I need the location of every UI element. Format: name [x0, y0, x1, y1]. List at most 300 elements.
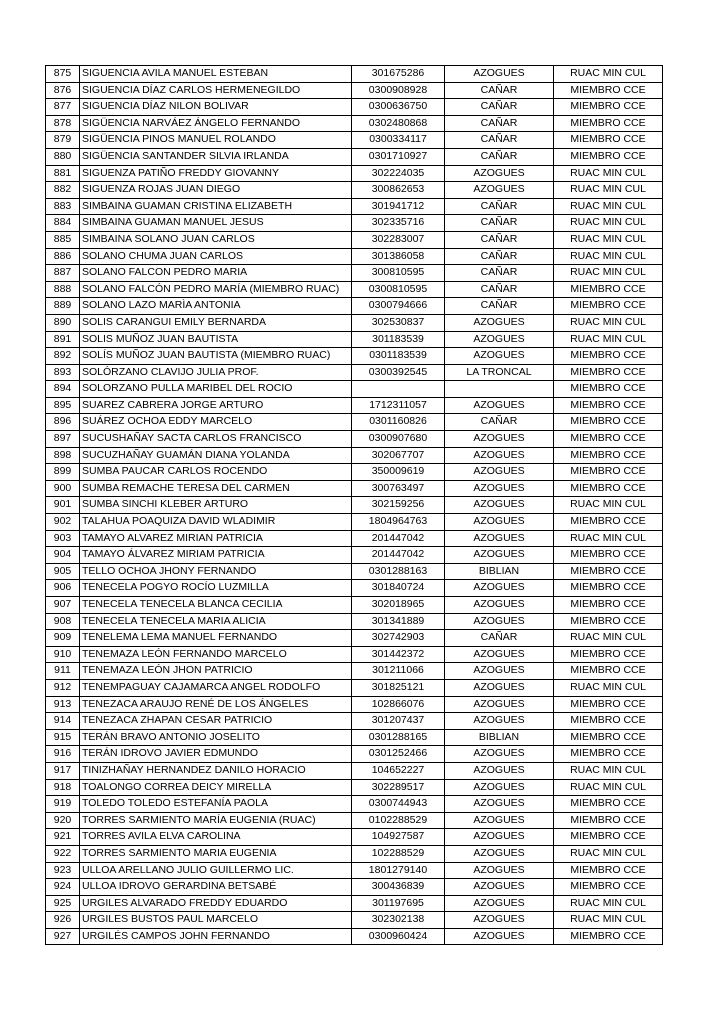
membership-type-cell: RUAC MIN CUL [554, 198, 663, 215]
member-name-cell: TENEMAZA LEÓN JHON PATRICIO [80, 663, 352, 680]
city-cell: AZOGUES [445, 580, 554, 597]
city-cell: AZOGUES [445, 845, 554, 862]
member-name-cell: ULLOA ARELLANO JULIO GUILLERMO LIC. [80, 862, 352, 879]
city-cell: AZOGUES [445, 547, 554, 564]
city-cell: AZOGUES [445, 514, 554, 531]
city-cell: CAÑAR [445, 115, 554, 132]
id-number-cell: 0301252466 [352, 746, 445, 763]
membership-type-cell: MIEMBRO CCE [554, 862, 663, 879]
table-row [46, 265, 663, 282]
city-cell: LA TRONCAL [445, 364, 554, 381]
table-row [46, 928, 663, 945]
table-row [46, 298, 663, 315]
id-number-cell: 302224035 [352, 165, 445, 182]
member-name-cell: SOLÍS MUÑOZ JUAN BAUTISTA (MIEMBRO RUAC) [80, 348, 352, 365]
member-name-cell: SOLORZANO PULLA MARIBEL DEL ROCIO [80, 381, 352, 398]
member-name-cell: SIMBAINA SOLANO JUAN CARLOS [80, 231, 352, 248]
membership-type-cell: MIEMBRO CCE [554, 514, 663, 531]
row-number-cell: 875 [46, 66, 80, 83]
membership-type-cell: MIEMBRO CCE [554, 148, 663, 165]
id-number-cell: 0301710927 [352, 148, 445, 165]
member-name-cell: TENEMPAGUAY CAJAMARCA ANGEL RODOLFO [80, 679, 352, 696]
row-number-cell: 904 [46, 547, 80, 564]
table-row [46, 779, 663, 796]
row-number-cell: 907 [46, 597, 80, 614]
member-name-cell: TERÁN BRAVO ANTONIO JOSELITO [80, 729, 352, 746]
id-number-cell: 0301288165 [352, 729, 445, 746]
id-number-cell: 302742903 [352, 630, 445, 647]
id-number-cell: 302067707 [352, 447, 445, 464]
membership-type-cell: MIEMBRO CCE [554, 348, 663, 365]
membership-type-cell: MIEMBRO CCE [554, 563, 663, 580]
row-number-cell: 916 [46, 746, 80, 763]
row-number-cell: 894 [46, 381, 80, 398]
member-name-cell: TENEZACA ARAUJO RENÉ DE LOS ÁNGELES [80, 696, 352, 713]
city-cell: AZOGUES [445, 679, 554, 696]
id-number-cell: 301197695 [352, 895, 445, 912]
table-row [46, 547, 663, 564]
member-name-cell: TENELEMA LEMA MANUEL FERNANDO [80, 630, 352, 647]
membership-type-cell: MIEMBRO CCE [554, 115, 663, 132]
member-name-cell: URGILES BUSTOS PAUL MARCELO [80, 912, 352, 929]
id-number-cell: 104927587 [352, 829, 445, 846]
member-name-cell: SOLANO FALCÓN PEDRO MARÍA (MIEMBRO RUAC) [80, 281, 352, 298]
id-number-cell: 301386058 [352, 248, 445, 265]
member-name-cell: SIGUENCIA DÍAZ CARLOS HERMENEGILDO [80, 82, 352, 99]
table-row [46, 215, 663, 232]
city-cell: AZOGUES [445, 779, 554, 796]
row-number-cell: 898 [46, 447, 80, 464]
id-number-cell: 1712311057 [352, 397, 445, 414]
id-number-cell: 0300810595 [352, 281, 445, 298]
member-name-cell: TINIZHAÑAY HERNANDEZ DANILO HORACIO [80, 762, 352, 779]
row-number-cell: 896 [46, 414, 80, 431]
id-number-cell: 300810595 [352, 265, 445, 282]
membership-type-cell: MIEMBRO CCE [554, 879, 663, 896]
city-cell: AZOGUES [445, 464, 554, 481]
id-number-cell: 0300392545 [352, 364, 445, 381]
member-name-cell: TORRES SARMIENTO MARÍA EUGENIA (RUAC) [80, 812, 352, 829]
membership-type-cell: MIEMBRO CCE [554, 431, 663, 448]
membership-type-cell: MIEMBRO CCE [554, 414, 663, 431]
city-cell: AZOGUES [445, 314, 554, 331]
row-number-cell: 918 [46, 779, 80, 796]
id-number-cell: 0300907680 [352, 431, 445, 448]
member-name-cell: URGILÉS CAMPOS JOHN FERNANDO [80, 928, 352, 945]
table-row [46, 580, 663, 597]
membership-type-cell: MIEMBRO CCE [554, 696, 663, 713]
table-row [46, 862, 663, 879]
membership-type-cell: RUAC MIN CUL [554, 779, 663, 796]
membership-type-cell: MIEMBRO CCE [554, 397, 663, 414]
city-cell: AZOGUES [445, 447, 554, 464]
table-row [46, 613, 663, 630]
membership-type-cell: MIEMBRO CCE [554, 796, 663, 813]
row-number-cell: 905 [46, 563, 80, 580]
id-number-cell: 302289517 [352, 779, 445, 796]
membership-type-cell: MIEMBRO CCE [554, 829, 663, 846]
membership-type-cell: RUAC MIN CUL [554, 912, 663, 929]
id-number-cell: 301941712 [352, 198, 445, 215]
id-number-cell: 0300744943 [352, 796, 445, 813]
member-name-cell: SOLIS MUÑOZ JUAN BAUTISTA [80, 331, 352, 348]
city-cell: CAÑAR [445, 132, 554, 149]
member-name-cell: TAMAYO ALVAREZ MIRIAN PATRICIA [80, 530, 352, 547]
membership-type-cell: MIEMBRO CCE [554, 132, 663, 149]
member-name-cell: SOLIS CARANGUI EMILY BERNARDA [80, 314, 352, 331]
table-row [46, 447, 663, 464]
row-number-cell: 914 [46, 713, 80, 730]
member-name-cell: SIGÜENCIA NARVÁEZ ÁNGELO FERNANDO [80, 115, 352, 132]
membership-type-cell: RUAC MIN CUL [554, 165, 663, 182]
member-name-cell: SUMBA SINCHI KLEBER ARTURO [80, 497, 352, 514]
city-cell: CAÑAR [445, 148, 554, 165]
id-number-cell: 300436839 [352, 879, 445, 896]
table-row [46, 231, 663, 248]
member-name-cell: SUMBA REMACHE TERESA DEL CARMEN [80, 480, 352, 497]
row-number-cell: 909 [46, 630, 80, 647]
membership-type-cell: MIEMBRO CCE [554, 713, 663, 730]
id-number-cell: 302159256 [352, 497, 445, 514]
membership-type-cell: RUAC MIN CUL [554, 895, 663, 912]
city-cell: BIBLIAN [445, 729, 554, 746]
membership-type-cell: RUAC MIN CUL [554, 215, 663, 232]
membership-type-cell: RUAC MIN CUL [554, 762, 663, 779]
membership-type-cell: MIEMBRO CCE [554, 812, 663, 829]
row-number-cell: 915 [46, 729, 80, 746]
id-number-cell: 201447042 [352, 547, 445, 564]
membership-type-cell: RUAC MIN CUL [554, 679, 663, 696]
membership-type-cell: MIEMBRO CCE [554, 597, 663, 614]
id-number-cell: 0300334117 [352, 132, 445, 149]
table-row [46, 348, 663, 365]
city-cell: AZOGUES [445, 879, 554, 896]
row-number-cell: 925 [46, 895, 80, 912]
id-number-cell: 300862653 [352, 182, 445, 199]
table-row [46, 364, 663, 381]
city-cell: AZOGUES [445, 862, 554, 879]
city-cell: AZOGUES [445, 530, 554, 547]
table-row [46, 895, 663, 912]
table-row [46, 397, 663, 414]
table-row [46, 812, 663, 829]
row-number-cell: 880 [46, 148, 80, 165]
id-number-cell: 102288529 [352, 845, 445, 862]
table-row [46, 198, 663, 215]
city-cell: CAÑAR [445, 630, 554, 647]
member-name-cell: SOLANO CHUMA JUAN CARLOS [80, 248, 352, 265]
city-cell: AZOGUES [445, 812, 554, 829]
table-row [46, 314, 663, 331]
city-cell: CAÑAR [445, 82, 554, 99]
row-number-cell: 878 [46, 115, 80, 132]
city-cell: CAÑAR [445, 281, 554, 298]
table-row [46, 530, 663, 547]
id-number-cell [352, 381, 445, 398]
membership-type-cell: RUAC MIN CUL [554, 66, 663, 83]
city-cell: AZOGUES [445, 928, 554, 945]
member-name-cell: URGILES ALVARADO FREDDY EDUARDO [80, 895, 352, 912]
city-cell: AZOGUES [445, 348, 554, 365]
membership-type-cell: MIEMBRO CCE [554, 281, 663, 298]
membership-type-cell: MIEMBRO CCE [554, 746, 663, 763]
row-number-cell: 901 [46, 497, 80, 514]
member-name-cell: TORRES SARMIENTO MARIA EUGENIA [80, 845, 352, 862]
row-number-cell: 924 [46, 879, 80, 896]
id-number-cell: 302302138 [352, 912, 445, 929]
city-cell: AZOGUES [445, 646, 554, 663]
member-name-cell: SIGUENCIA AVILA MANUEL ESTEBAN [80, 66, 352, 83]
membership-type-cell: MIEMBRO CCE [554, 464, 663, 481]
membership-type-cell: MIEMBRO CCE [554, 82, 663, 99]
row-number-cell: 897 [46, 431, 80, 448]
city-cell: CAÑAR [445, 265, 554, 282]
registry-body [46, 66, 663, 945]
row-number-cell: 889 [46, 298, 80, 315]
table-row [46, 165, 663, 182]
row-number-cell: 920 [46, 812, 80, 829]
id-number-cell: 201447042 [352, 530, 445, 547]
member-name-cell: TOALONGO CORREA DEICY MIRELLA [80, 779, 352, 796]
id-number-cell: 0301288163 [352, 563, 445, 580]
row-number-cell: 911 [46, 663, 80, 680]
member-name-cell: TENECELA TENECELA MARIA ALICIA [80, 613, 352, 630]
table-row [46, 281, 663, 298]
id-number-cell: 1804964763 [352, 514, 445, 531]
member-name-cell: TENECELA TENECELA BLANCA CECILIA [80, 597, 352, 614]
row-number-cell: 881 [46, 165, 80, 182]
member-name-cell: SIGUENCIA DÍAZ NILON BOLIVAR [80, 99, 352, 116]
member-name-cell: SIMBAINA GUAMAN MANUEL JESUS [80, 215, 352, 232]
id-number-cell: 0302480868 [352, 115, 445, 132]
id-number-cell: 0301160826 [352, 414, 445, 431]
member-name-cell: SIGÜENCIA PINOS MANUEL ROLANDO [80, 132, 352, 149]
member-name-cell: SOLÓRZANO CLAVIJO JULIA PROF. [80, 364, 352, 381]
membership-type-cell: RUAC MIN CUL [554, 314, 663, 331]
row-number-cell: 926 [46, 912, 80, 929]
row-number-cell: 887 [46, 265, 80, 282]
member-name-cell: SUMBA PAUCAR CARLOS ROCENDO [80, 464, 352, 481]
table-row [46, 99, 663, 116]
table-row [46, 464, 663, 481]
id-number-cell: 0102288529 [352, 812, 445, 829]
id-number-cell: 302283007 [352, 231, 445, 248]
row-number-cell: 903 [46, 530, 80, 547]
city-cell: AZOGUES [445, 331, 554, 348]
membership-type-cell: MIEMBRO CCE [554, 447, 663, 464]
table-row [46, 381, 663, 398]
city-cell: CAÑAR [445, 99, 554, 116]
id-number-cell: 302018965 [352, 597, 445, 614]
id-number-cell: 301211066 [352, 663, 445, 680]
id-number-cell: 301840724 [352, 580, 445, 597]
table-row [46, 912, 663, 929]
table-row [46, 663, 663, 680]
id-number-cell: 0300794666 [352, 298, 445, 315]
id-number-cell: 301442372 [352, 646, 445, 663]
membership-type-cell: MIEMBRO CCE [554, 646, 663, 663]
membership-type-cell: MIEMBRO CCE [554, 729, 663, 746]
row-number-cell: 886 [46, 248, 80, 265]
table-row [46, 796, 663, 813]
row-number-cell: 891 [46, 331, 80, 348]
row-number-cell: 888 [46, 281, 80, 298]
membership-type-cell: RUAC MIN CUL [554, 331, 663, 348]
table-row [46, 845, 663, 862]
id-number-cell: 302335716 [352, 215, 445, 232]
member-name-cell: TORRES AVILA ELVA CAROLINA [80, 829, 352, 846]
membership-type-cell: MIEMBRO CCE [554, 580, 663, 597]
table-row [46, 514, 663, 531]
city-cell: AZOGUES [445, 895, 554, 912]
city-cell: CAÑAR [445, 248, 554, 265]
city-cell: AZOGUES [445, 762, 554, 779]
membership-type-cell: MIEMBRO CCE [554, 381, 663, 398]
table-row [46, 630, 663, 647]
city-cell: BIBLIAN [445, 563, 554, 580]
table-row [46, 746, 663, 763]
row-number-cell: 899 [46, 464, 80, 481]
membership-type-cell: RUAC MIN CUL [554, 248, 663, 265]
member-name-cell: SUCUZHAÑAY GUAMÁN DIANA YOLANDA [80, 447, 352, 464]
city-cell: AZOGUES [445, 796, 554, 813]
table-row [46, 729, 663, 746]
member-name-cell: SOLANO LAZO MARÌA ANTONIA [80, 298, 352, 315]
city-cell: CAÑAR [445, 198, 554, 215]
id-number-cell: 301341889 [352, 613, 445, 630]
row-number-cell: 895 [46, 397, 80, 414]
table-row [46, 414, 663, 431]
id-number-cell: 0301183539 [352, 348, 445, 365]
member-name-cell: SOLANO FALCON PEDRO MARIA [80, 265, 352, 282]
id-number-cell: 0300908928 [352, 82, 445, 99]
id-number-cell: 102866076 [352, 696, 445, 713]
membership-type-cell: MIEMBRO CCE [554, 99, 663, 116]
table-row [46, 115, 663, 132]
table-row [46, 679, 663, 696]
city-cell: AZOGUES [445, 713, 554, 730]
member-name-cell: SIGUENZA ROJAS JUAN DIEGO [80, 182, 352, 199]
city-cell: AZOGUES [445, 165, 554, 182]
city-cell: AZOGUES [445, 480, 554, 497]
city-cell: AZOGUES [445, 746, 554, 763]
table-row [46, 132, 663, 149]
table-row [46, 182, 663, 199]
member-name-cell: SIGÜENCIA SANTANDER SILVIA IRLANDA [80, 148, 352, 165]
member-name-cell: TERÁN IDROVO JAVIER EDMUNDO [80, 746, 352, 763]
table-row [46, 82, 663, 99]
row-number-cell: 921 [46, 829, 80, 846]
membership-type-cell: RUAC MIN CUL [554, 231, 663, 248]
table-row [46, 879, 663, 896]
row-number-cell: 912 [46, 679, 80, 696]
table-row [46, 66, 663, 83]
row-number-cell: 890 [46, 314, 80, 331]
row-number-cell: 900 [46, 480, 80, 497]
row-number-cell: 877 [46, 99, 80, 116]
id-number-cell: 350009619 [352, 464, 445, 481]
table-row [46, 431, 663, 448]
member-name-cell: TENECELA POGYO ROCÍO LUZMILLA [80, 580, 352, 597]
id-number-cell: 301183539 [352, 331, 445, 348]
membership-type-cell: MIEMBRO CCE [554, 663, 663, 680]
city-cell: AZOGUES [445, 663, 554, 680]
id-number-cell: 302530837 [352, 314, 445, 331]
city-cell: AZOGUES [445, 696, 554, 713]
row-number-cell: 917 [46, 762, 80, 779]
city-cell: AZOGUES [445, 182, 554, 199]
city-cell: AZOGUES [445, 66, 554, 83]
table-row [46, 248, 663, 265]
membership-type-cell: MIEMBRO CCE [554, 613, 663, 630]
row-number-cell: 902 [46, 514, 80, 531]
city-cell: CAÑAR [445, 298, 554, 315]
membership-type-cell: RUAC MIN CUL [554, 497, 663, 514]
row-number-cell: 893 [46, 364, 80, 381]
membership-type-cell: MIEMBRO CCE [554, 480, 663, 497]
id-number-cell: 104652227 [352, 762, 445, 779]
row-number-cell: 927 [46, 928, 80, 945]
row-number-cell: 922 [46, 845, 80, 862]
id-number-cell: 301675286 [352, 66, 445, 83]
table-row [46, 829, 663, 846]
member-name-cell: TALAHUA POAQUIZA DAVID WLADIMIR [80, 514, 352, 531]
member-name-cell: ULLOA IDROVO GERARDINA BETSABÉ [80, 879, 352, 896]
member-name-cell: SIMBAINA GUAMAN CRISTINA ELIZABETH [80, 198, 352, 215]
row-number-cell: 919 [46, 796, 80, 813]
city-cell: CAÑAR [445, 215, 554, 232]
member-name-cell: TOLEDO TOLEDO ESTEFANÍA PAOLA [80, 796, 352, 813]
row-number-cell: 882 [46, 182, 80, 199]
membership-type-cell: RUAC MIN CUL [554, 630, 663, 647]
member-name-cell: SIGUENZA PATIÑO FREDDY GIOVANNY [80, 165, 352, 182]
row-number-cell: 892 [46, 348, 80, 365]
city-cell: CAÑAR [445, 414, 554, 431]
row-number-cell: 884 [46, 215, 80, 232]
member-name-cell: SUÁREZ OCHOA EDDY MARCELO [80, 414, 352, 431]
table-row [46, 563, 663, 580]
table-row [46, 497, 663, 514]
row-number-cell: 879 [46, 132, 80, 149]
membership-type-cell: MIEMBRO CCE [554, 547, 663, 564]
table-row [46, 713, 663, 730]
city-cell: AZOGUES [445, 497, 554, 514]
id-number-cell: 300763497 [352, 480, 445, 497]
row-number-cell: 913 [46, 696, 80, 713]
city-cell: AZOGUES [445, 912, 554, 929]
table-row [46, 597, 663, 614]
city-cell: AZOGUES [445, 397, 554, 414]
id-number-cell: 0300960424 [352, 928, 445, 945]
city-cell: CAÑAR [445, 231, 554, 248]
row-number-cell: 876 [46, 82, 80, 99]
row-number-cell: 923 [46, 862, 80, 879]
table-row [46, 646, 663, 663]
member-name-cell: SUAREZ CABRERA JORGE ARTURO [80, 397, 352, 414]
membership-type-cell: RUAC MIN CUL [554, 265, 663, 282]
row-number-cell: 908 [46, 613, 80, 630]
table-row [46, 148, 663, 165]
membership-type-cell: MIEMBRO CCE [554, 928, 663, 945]
table-row [46, 331, 663, 348]
city-cell: AZOGUES [445, 613, 554, 630]
id-number-cell: 0300636750 [352, 99, 445, 116]
member-name-cell: TENEMAZA LEÓN FERNANDO MARCELO [80, 646, 352, 663]
row-number-cell: 906 [46, 580, 80, 597]
membership-type-cell: RUAC MIN CUL [554, 530, 663, 547]
city-cell: AZOGUES [445, 829, 554, 846]
member-name-cell: TENEZACA ZHAPAN CESAR PATRICIO [80, 713, 352, 730]
